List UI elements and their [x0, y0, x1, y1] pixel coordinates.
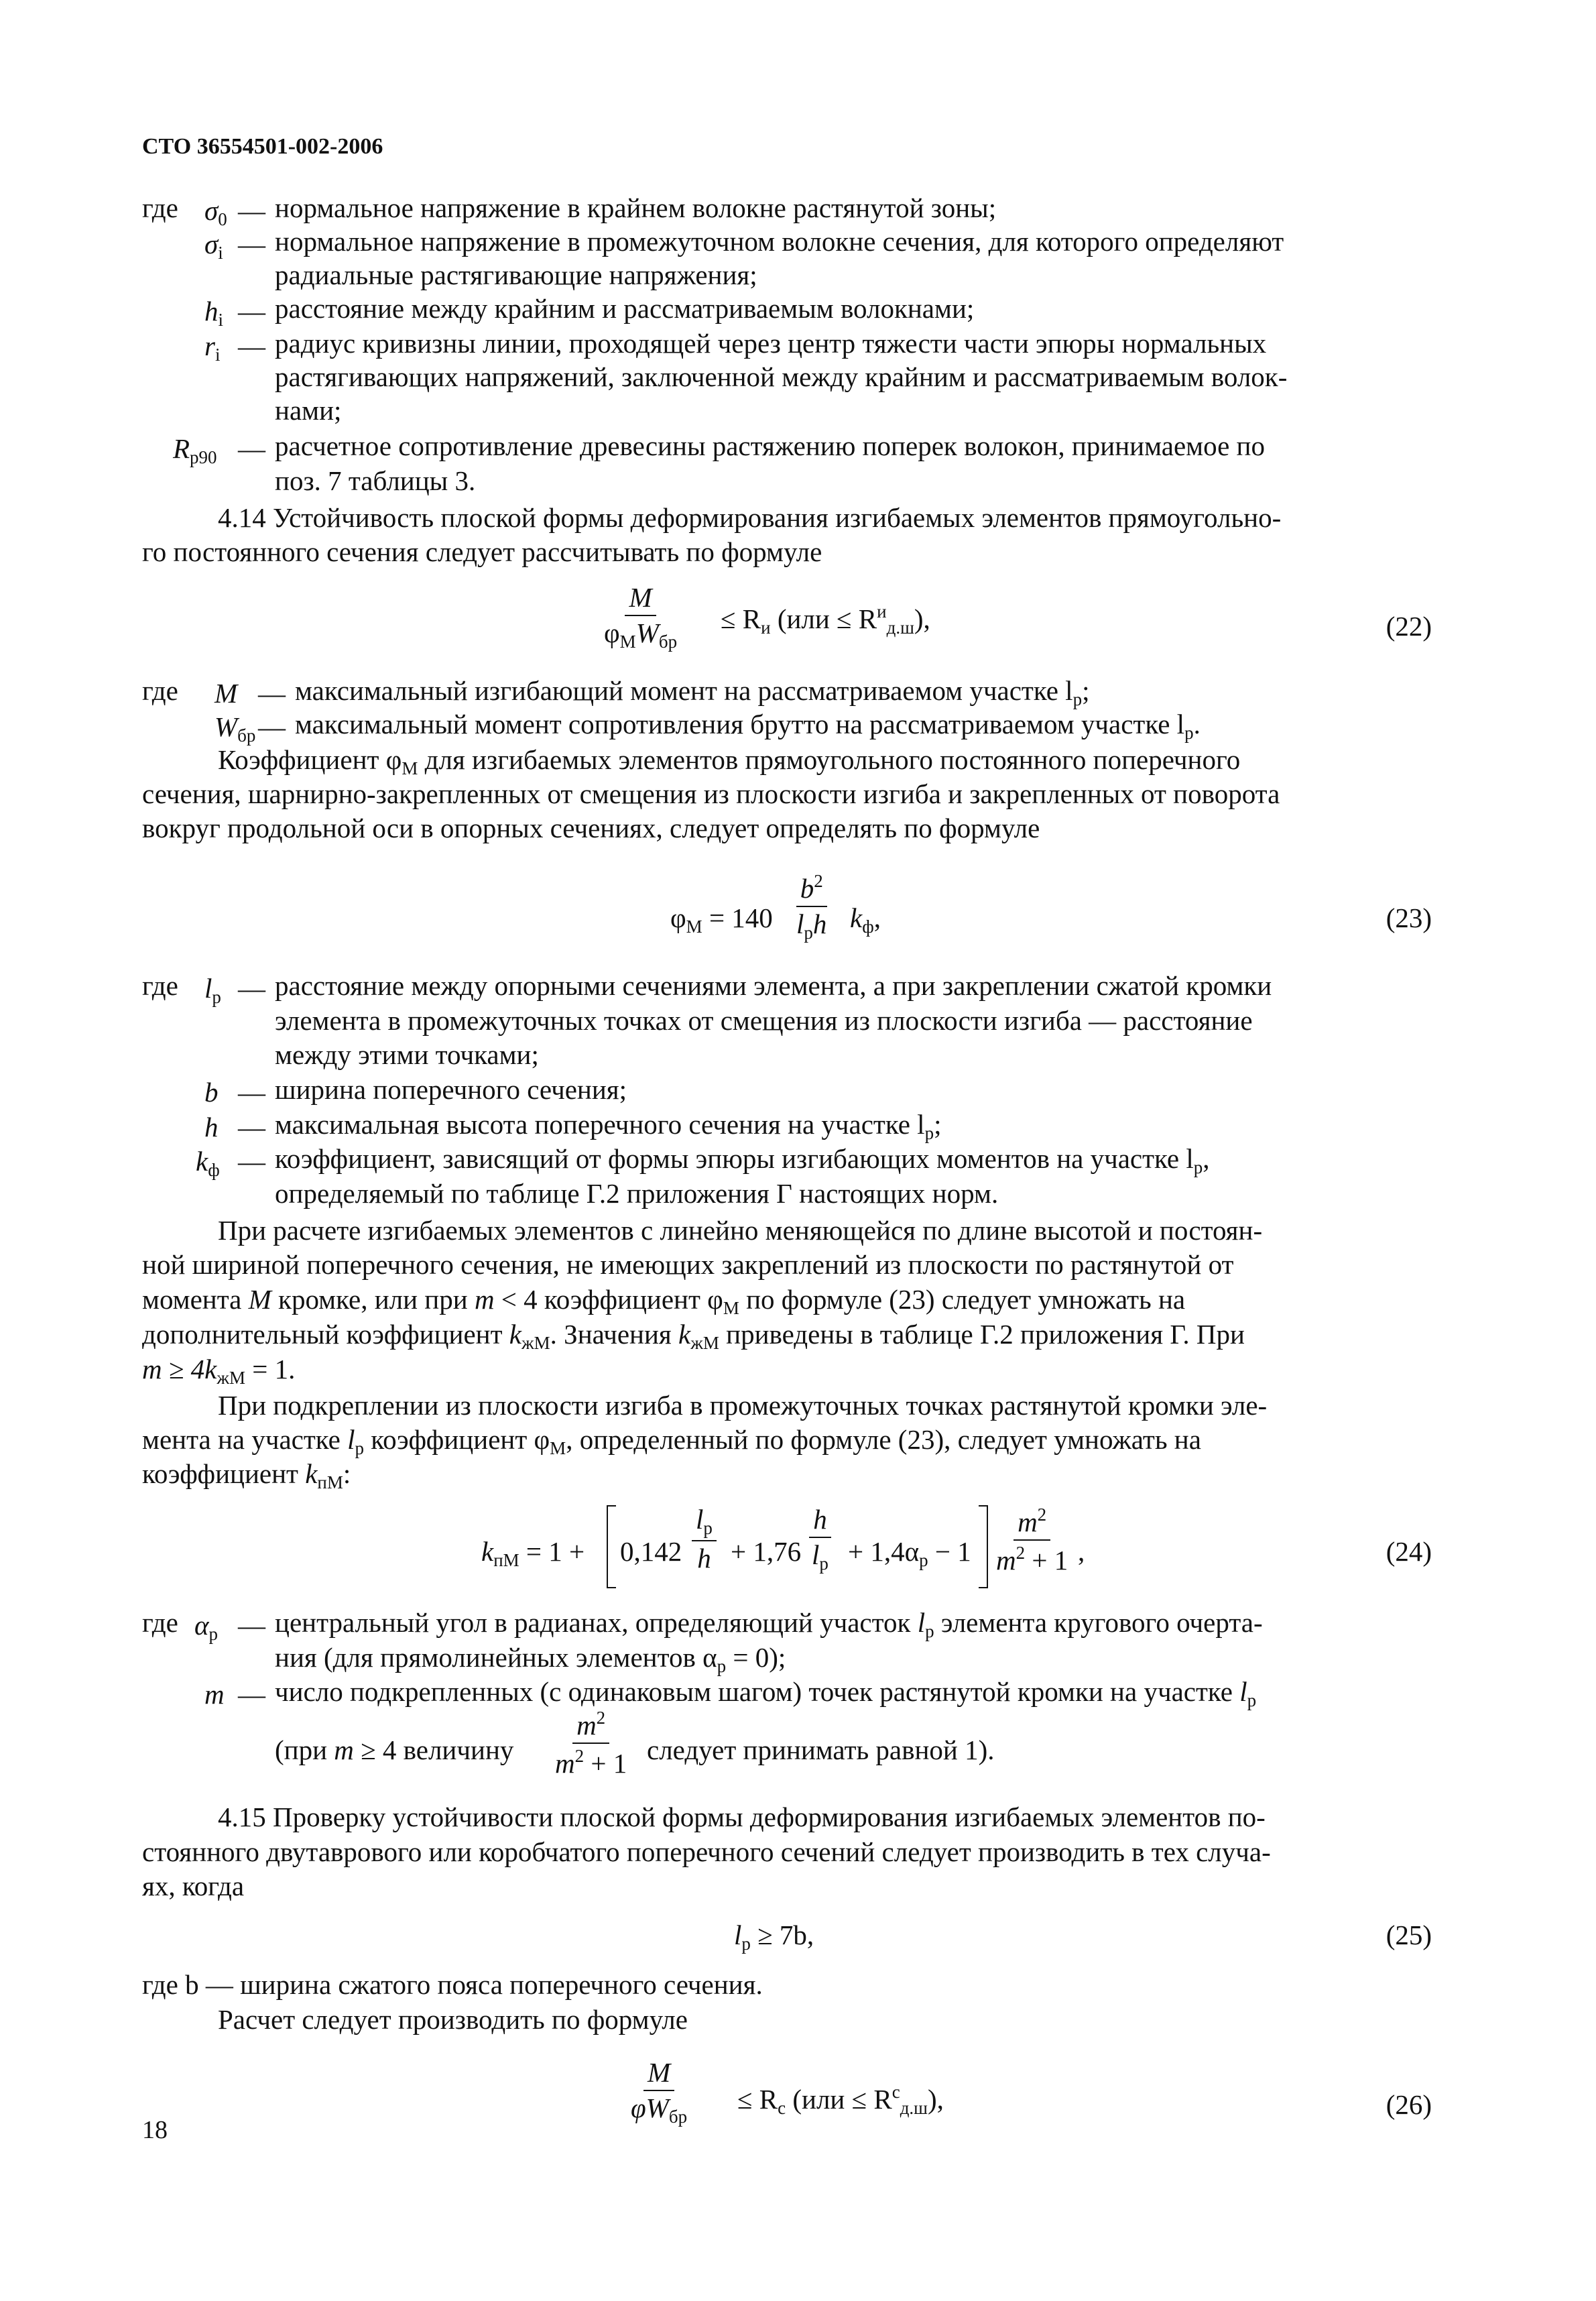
definition-text: между этими точками;: [275, 1039, 539, 1070]
paragraph-line: стоянного двутаврового или коробчатого поперечного сечений следует производить в тех случа-: [142, 1836, 1271, 1867]
formula-22-rhs: ≤ $R_и$ $(или \le R^и_{д.ш})$,: [721, 601, 930, 638]
formula-23-lhs: $\varphi_M = 140$: [670, 902, 773, 937]
formula-24-term: + 1,76: [731, 1536, 802, 1567]
formula-24-tail: ,: [1078, 1536, 1085, 1567]
definition-text: нами;: [275, 395, 342, 426]
formula-24-fraction: $\frac{m^2}{m^2 + 1}$: [996, 1504, 1068, 1576]
paragraph-line: Коэффициент $\varphi_M$ для изгибаемых элементов прямоугольного постоянного поперечного: [218, 744, 1241, 778]
symbol: $r_i$: [204, 331, 221, 365]
symbol: h: [204, 1112, 219, 1142]
definition-text: элемента в промежуточных точках от смещения из плоскости изгиба — расстояние: [275, 1005, 1253, 1036]
paragraph-line: момента M кромке, или при m < 4 коэффициент $\varphi_M$ по формуле (23) следует умножать на: [142, 1284, 1186, 1318]
definition-text: центральный угол в радианах, определяющий участок $l_р$ элемента кругового очерта-: [275, 1607, 1263, 1641]
definition-text: нормальное напряжение в промежуточном волокне сечения, для которого определяют: [275, 226, 1284, 257]
formula-26-fraction: M $\varphi W_{бр}$: [631, 2057, 688, 2127]
definition-text: ния (для прямолинейных элементов $\alpha_р = 0$);: [275, 1642, 786, 1676]
definition-text: радиальные растягивающие напряжения;: [275, 259, 757, 290]
page-number: 18: [142, 2116, 168, 2144]
symbol: $k_ф$: [196, 1146, 220, 1180]
symbol: $W_{бр}$: [214, 711, 256, 746]
paragraph-line: 4.14 Устойчивость плоской формы деформирования изгибаемых элементов прямоугольно-: [218, 502, 1282, 533]
definition-text: коэффициент, зависящий от формы эпюры изгибающих моментов на участке $l_р$,: [275, 1143, 1210, 1177]
note-m-post: следует принимать равной 1).: [647, 1734, 995, 1765]
paragraph-line: вокруг продольной оси в опорных сечениях, следует определять по формуле: [142, 813, 1040, 843]
paragraph-line: го постоянного сечения следует рассчитывать по формуле: [142, 536, 822, 567]
paragraph-line: сечения, шарнирно-закрепленных от смещения из плоскости изгиба и закрепленных от поворота: [142, 778, 1280, 809]
paragraph-line: 4.15 Проверку устойчивости плоской формы деформирования изгибаемых элементов по-: [218, 1802, 1266, 1832]
definition-text: растягивающих напряжений, заключенной между крайним и рассматриваемым волок-: [275, 361, 1288, 392]
symbol: $l_р$: [204, 973, 221, 1007]
left-bracket: [607, 1505, 616, 1588]
paragraph-line: дополнительный коэффициент $k_{жM}$. Значения $k_{жM}$ приведены в таблице Г.2 приложения Г. При: [142, 1319, 1245, 1353]
equation-number: (23): [1386, 902, 1432, 933]
formula-22-fraction: M $\varphi_MW_{бр}$: [604, 582, 678, 652]
definition-text: где b — ширина сжатого пояса поперечного сечения.: [142, 1969, 763, 2000]
note-m: (при m ≥ 4 величину: [275, 1734, 514, 1765]
definition-text: нормальное напряжение в крайнем волокне растянутой зоны;: [275, 192, 997, 223]
equation-number: (24): [1386, 1536, 1432, 1567]
formula-25: $l_р \ge 7b$,: [734, 1920, 814, 1954]
note-fraction: $\frac{m^2}{m^2 + 1}$: [555, 1708, 627, 1779]
formula-23-k: $k_ф$,: [850, 902, 881, 937]
formula-24-fraction: h $l_р$: [808, 1505, 833, 1573]
paragraph-line: При расчете изгибаемых элементов с линейно меняющейся по длине высотой и постоян-: [218, 1215, 1263, 1246]
definition-text: определяемый по таблице Г.2 приложения Г настоящих норм.: [275, 1178, 999, 1209]
definition-text: расчетное сопротивление древесины растяжению поперек волокон, принимаемое по: [275, 430, 1266, 461]
symbol: m: [204, 1679, 225, 1710]
symbol: $\sigma_0$: [204, 195, 227, 229]
formula-23-fraction: $b^2$ $l_рh$: [796, 871, 827, 943]
definition-text: максимальный момент сопротивления брутто на рассматриваемом участке $l_р$.: [295, 709, 1201, 743]
paragraph-line: коэффициент $k_{пM}$:: [142, 1458, 351, 1492]
formula-26-rhs: ≤ $R_c$ $(или \le R^c_{д.ш})$,: [737, 2082, 944, 2118]
symbol: M: [214, 678, 238, 709]
formula-24-term: 0,142: [620, 1536, 682, 1567]
symbol: $h_i$: [204, 296, 224, 330]
where-label: где: [142, 192, 178, 223]
paragraph-line: $m \ge 4k_{жM} = 1$.: [142, 1354, 296, 1388]
definition-text: расстояние между крайним и рассматриваемым волокнами;: [275, 293, 975, 324]
where-label: где: [142, 675, 178, 706]
definition-text: число подкрепленных (с одинаковым шагом) точек растянутой кромки на участке $l_р$: [275, 1676, 1257, 1710]
right-bracket: [979, 1505, 988, 1588]
symbol: $R_{р90}$: [173, 433, 217, 467]
where-label: где: [142, 1607, 178, 1638]
definition-text: максимальный изгибающий момент на рассматриваемом участке $l_р$;: [295, 675, 1090, 709]
definition-text: максимальная высота поперечного сечения на участке $l_р$;: [275, 1109, 942, 1143]
definition-text: радиус кривизны линии, проходящей через центр тяжести части эпюры нормальных: [275, 328, 1267, 359]
equation-number: (22): [1386, 611, 1432, 642]
equation-number: (26): [1386, 2089, 1432, 2120]
symbol: $\sigma_i$: [204, 229, 223, 263]
equation-number: (25): [1386, 1920, 1432, 1950]
paragraph-line: ях, когда: [142, 1871, 245, 1901]
paragraph-line: мента на участке $l_р$ коэффициент $\varphi_M$, определенный по формуле (23), следует умножать на: [142, 1424, 1201, 1458]
document-header: СТО 36554501-002-2006: [142, 134, 383, 159]
paragraph-line: ной шириной поперечного сечения, не имеющих закреплений из плоскости по растянутой от: [142, 1249, 1234, 1280]
symbol: b: [204, 1077, 219, 1108]
where-label: где: [142, 970, 178, 1001]
symbol: $\alpha_р$: [194, 1610, 219, 1644]
paragraph-line: При подкреплении из плоскости изгиба в промежуточных точках растянутой кромки эле-: [218, 1390, 1268, 1421]
definition-text: поз. 7 таблицы 3.: [275, 465, 476, 496]
formula-24-fraction: $l_р$ h: [692, 1505, 717, 1573]
formula-24-lhs: $k_{пM} = 1$ +: [481, 1536, 585, 1570]
definition-text: ширина поперечного сечения;: [275, 1074, 627, 1105]
paragraph-line: Расчет следует производить по формуле: [218, 2004, 688, 2035]
definition-text: расстояние между опорными сечениями элемента, а при закреплении сжатой кромки: [275, 970, 1272, 1001]
formula-24-term: + $1,4\alpha_р - 1$: [848, 1536, 971, 1570]
